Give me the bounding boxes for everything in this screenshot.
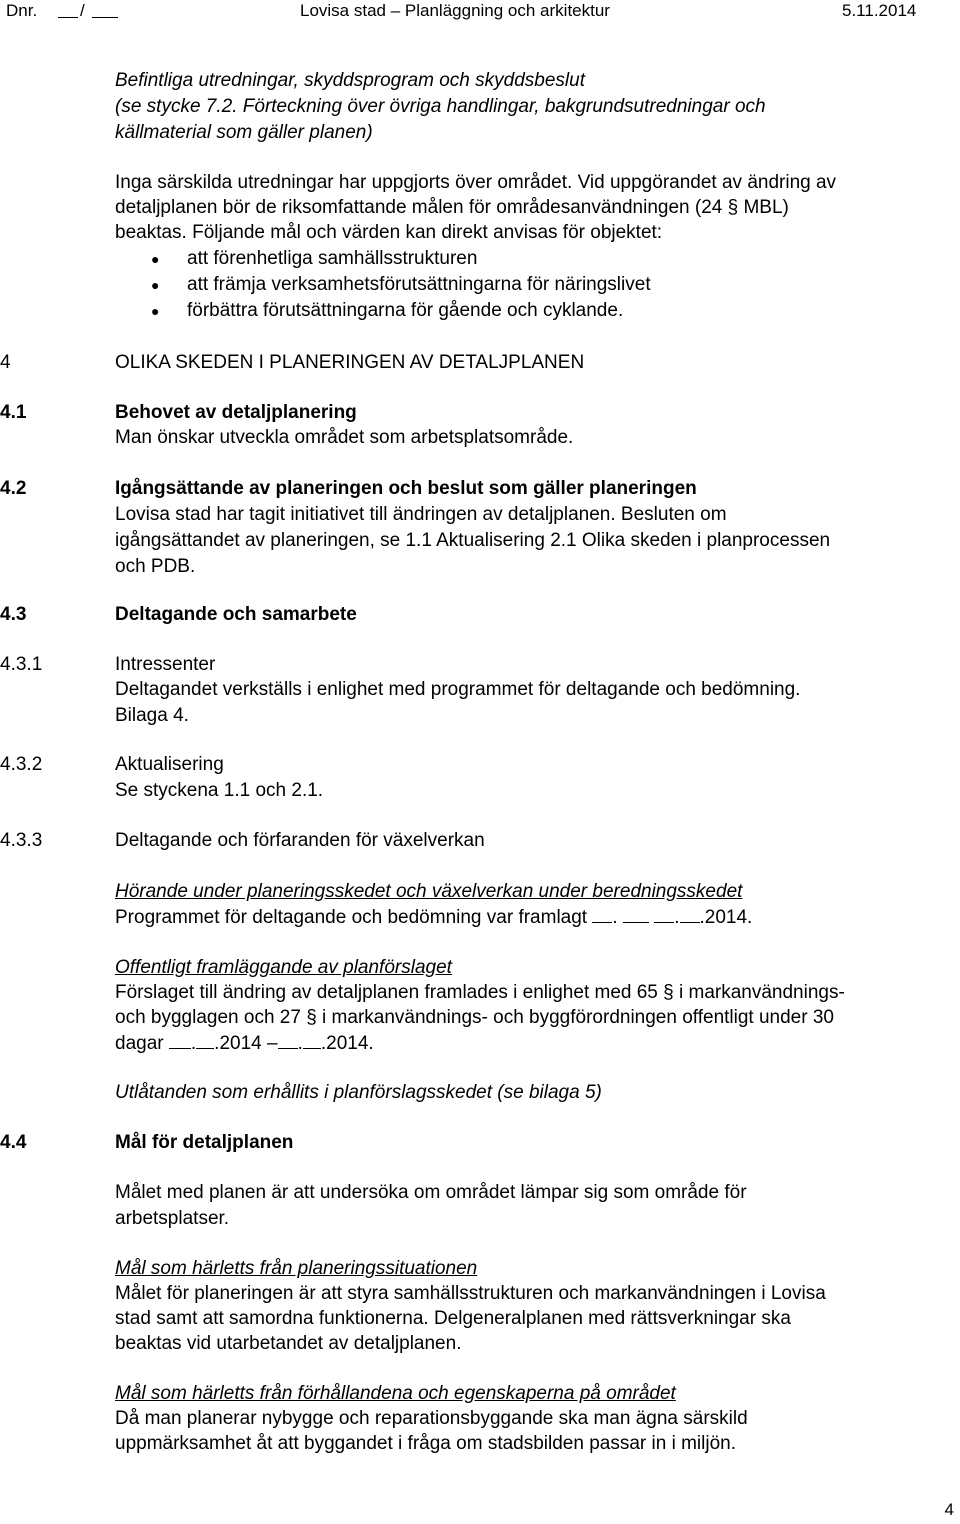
goal-line: arbetsplatser. <box>115 1208 230 1229</box>
proposal-line: och bygglagen och 27 § i markanvändnings- och byggförordningen offentligt under 30 <box>115 1007 834 1028</box>
section-4-3-2-text: Se styckena 1.1 och 2.1. <box>115 780 324 801</box>
section-4-4-number: 4.4 <box>0 1132 27 1153</box>
page-header <box>0 0 960 22</box>
proposal-year-2: .2014. <box>320 1033 374 1054</box>
section-4-1-text: Man önskar utveckla området som arbetsplatsområde. <box>115 427 574 448</box>
subheading: Utlåtanden som erhållits i planförslagsskedet (se bilaga 5) <box>115 1082 602 1103</box>
intro-paragraph-line: beaktas. Följande mål och värden kan direkt anvisas för objektet: <box>115 222 663 243</box>
programme-text: Programmet för deltagande och bedömning var framlagt <box>115 907 588 928</box>
date-blank <box>592 904 612 923</box>
dnr-blank-1 <box>58 0 78 18</box>
goal-line: Målet med planen är att undersöka om området lämpar sig som område för <box>115 1182 747 1203</box>
date-dot: . <box>674 907 680 928</box>
section-4-2-line: Lovisa stad har tagit initiativet till ändringen av detaljplanen. Besluten om <box>115 504 727 525</box>
intro-paragraph-line: detaljplanen bör de riksomfattande målen för områdesanvändningen (24 § MBL) <box>115 197 789 218</box>
goal-line: Då man planerar nybygge och reparationsbyggande ska man ägna särskild <box>115 1408 748 1429</box>
section-4-2-number: 4.2 <box>0 478 27 499</box>
section-4-3-3-title: Deltagande och förfaranden för växelverkan <box>115 830 485 851</box>
goal-line: uppmärksamhet åt att byggandet i fråga om stadsbilden passar in i miljön. <box>115 1433 736 1454</box>
page-number: 4 <box>944 1500 954 1519</box>
subheading: Mål som härletts från planeringssituationen <box>115 1258 478 1279</box>
header-org: Lovisa stad – Planläggning och arkitektur <box>300 1 610 20</box>
section-4-1-number: 4.1 <box>0 402 27 423</box>
bullet-icon: ● <box>151 303 160 319</box>
proposal-line: Förslaget till ändring av detaljplanen framlades i enlighet med 65 § i markanvändnings- <box>115 982 845 1003</box>
section-4-3-1-title: Intressenter <box>115 654 216 675</box>
bullet-icon: ● <box>151 251 160 267</box>
subheading: Offentligt framläggande av planförslaget <box>115 957 452 978</box>
date-blank <box>196 1030 214 1049</box>
proposal-line <box>115 1030 374 1057</box>
intro-paragraph-line: Inga särskilda utredningar har uppgjorts över området. Vid uppgörandet av ändring av <box>115 172 837 193</box>
section-4-3-1-line: Bilaga 4. <box>115 705 189 726</box>
section-4-3-2-number: 4.3.2 <box>0 754 43 775</box>
proposal-year-1: .2014 – <box>214 1033 278 1054</box>
programme-line <box>115 904 752 931</box>
date-blank <box>169 1030 191 1049</box>
section-4-2-line: och PDB. <box>115 556 196 577</box>
header-date: 5.11.2014 <box>842 1 917 20</box>
intro-heading-3: källmaterial som gäller planen) <box>115 122 373 143</box>
intro-heading-2: (se stycke 7.2. Förteckning över övriga handlingar, bakgrundsutredningar och <box>115 96 766 117</box>
date-dot: . <box>612 907 618 928</box>
dnr-blank-2 <box>92 0 118 18</box>
intro-heading-1: Befintliga utredningar, skyddsprogram och skyddsbeslut <box>115 70 585 91</box>
list-item: förbättra förutsättningarna för gående och cyklande. <box>187 300 624 321</box>
section-4-3-3-number: 4.3.3 <box>0 830 43 851</box>
date-blank <box>623 904 649 923</box>
subheading: Hörande under planeringsskedet och växelverkan under beredningsskedet <box>115 881 743 902</box>
section-4-number: 4 <box>0 352 11 373</box>
subheading: Mål som härletts från förhållandena och egenskaperna på området <box>115 1383 676 1404</box>
section-4-2-line: igångsättandet av planeringen, se 1.1 Aktualisering 2.1 Olika skeden i planprocessen <box>115 530 831 551</box>
proposal-days: dagar <box>115 1033 164 1054</box>
dnr-label: Dnr. <box>6 1 38 20</box>
section-4-4-title: Mål för detaljplanen <box>115 1132 294 1153</box>
section-4-3-2-title: Aktualisering <box>115 754 224 775</box>
dnr-slash: / <box>80 1 85 20</box>
goal-line: stad samt att samordna funktionerna. Delgeneralplanen med rättsverkningar ska <box>115 1308 791 1329</box>
section-4-3-1-number: 4.3.1 <box>0 654 43 675</box>
programme-year: .2014. <box>699 907 753 928</box>
goal-line: Målet för planeringen är att styra samhällsstrukturen och markanvändningen i Lovisa <box>115 1283 826 1304</box>
section-4-3-title: Deltagande och samarbete <box>115 604 357 625</box>
date-dot: . <box>297 1033 303 1054</box>
section-4-1-title: Behovet av detaljplanering <box>115 402 357 423</box>
date-dot: . <box>190 1033 197 1054</box>
goal-line: beaktas vid utarbetandet av detaljplanen. <box>115 1333 462 1354</box>
date-blank <box>654 904 674 923</box>
date-blank <box>278 1030 298 1049</box>
list-item: att främja verksamhetsförutsättningarna för näringslivet <box>187 274 651 295</box>
date-blank <box>303 1030 321 1049</box>
section-4-2-title: Igångsättande av planeringen och beslut som gäller planeringen <box>115 478 697 499</box>
date-blank <box>680 904 700 923</box>
section-4-3-number: 4.3 <box>0 604 27 625</box>
bullet-icon: ● <box>151 277 160 293</box>
section-4-3-1-line: Deltagandet verkställs i enlighet med programmet för deltagande och bedömning. <box>115 679 801 700</box>
list-item: att förenhetliga samhällsstrukturen <box>187 248 478 269</box>
section-4-title: OLIKA SKEDEN I PLANERINGEN AV DETALJPLANEN <box>115 352 585 373</box>
